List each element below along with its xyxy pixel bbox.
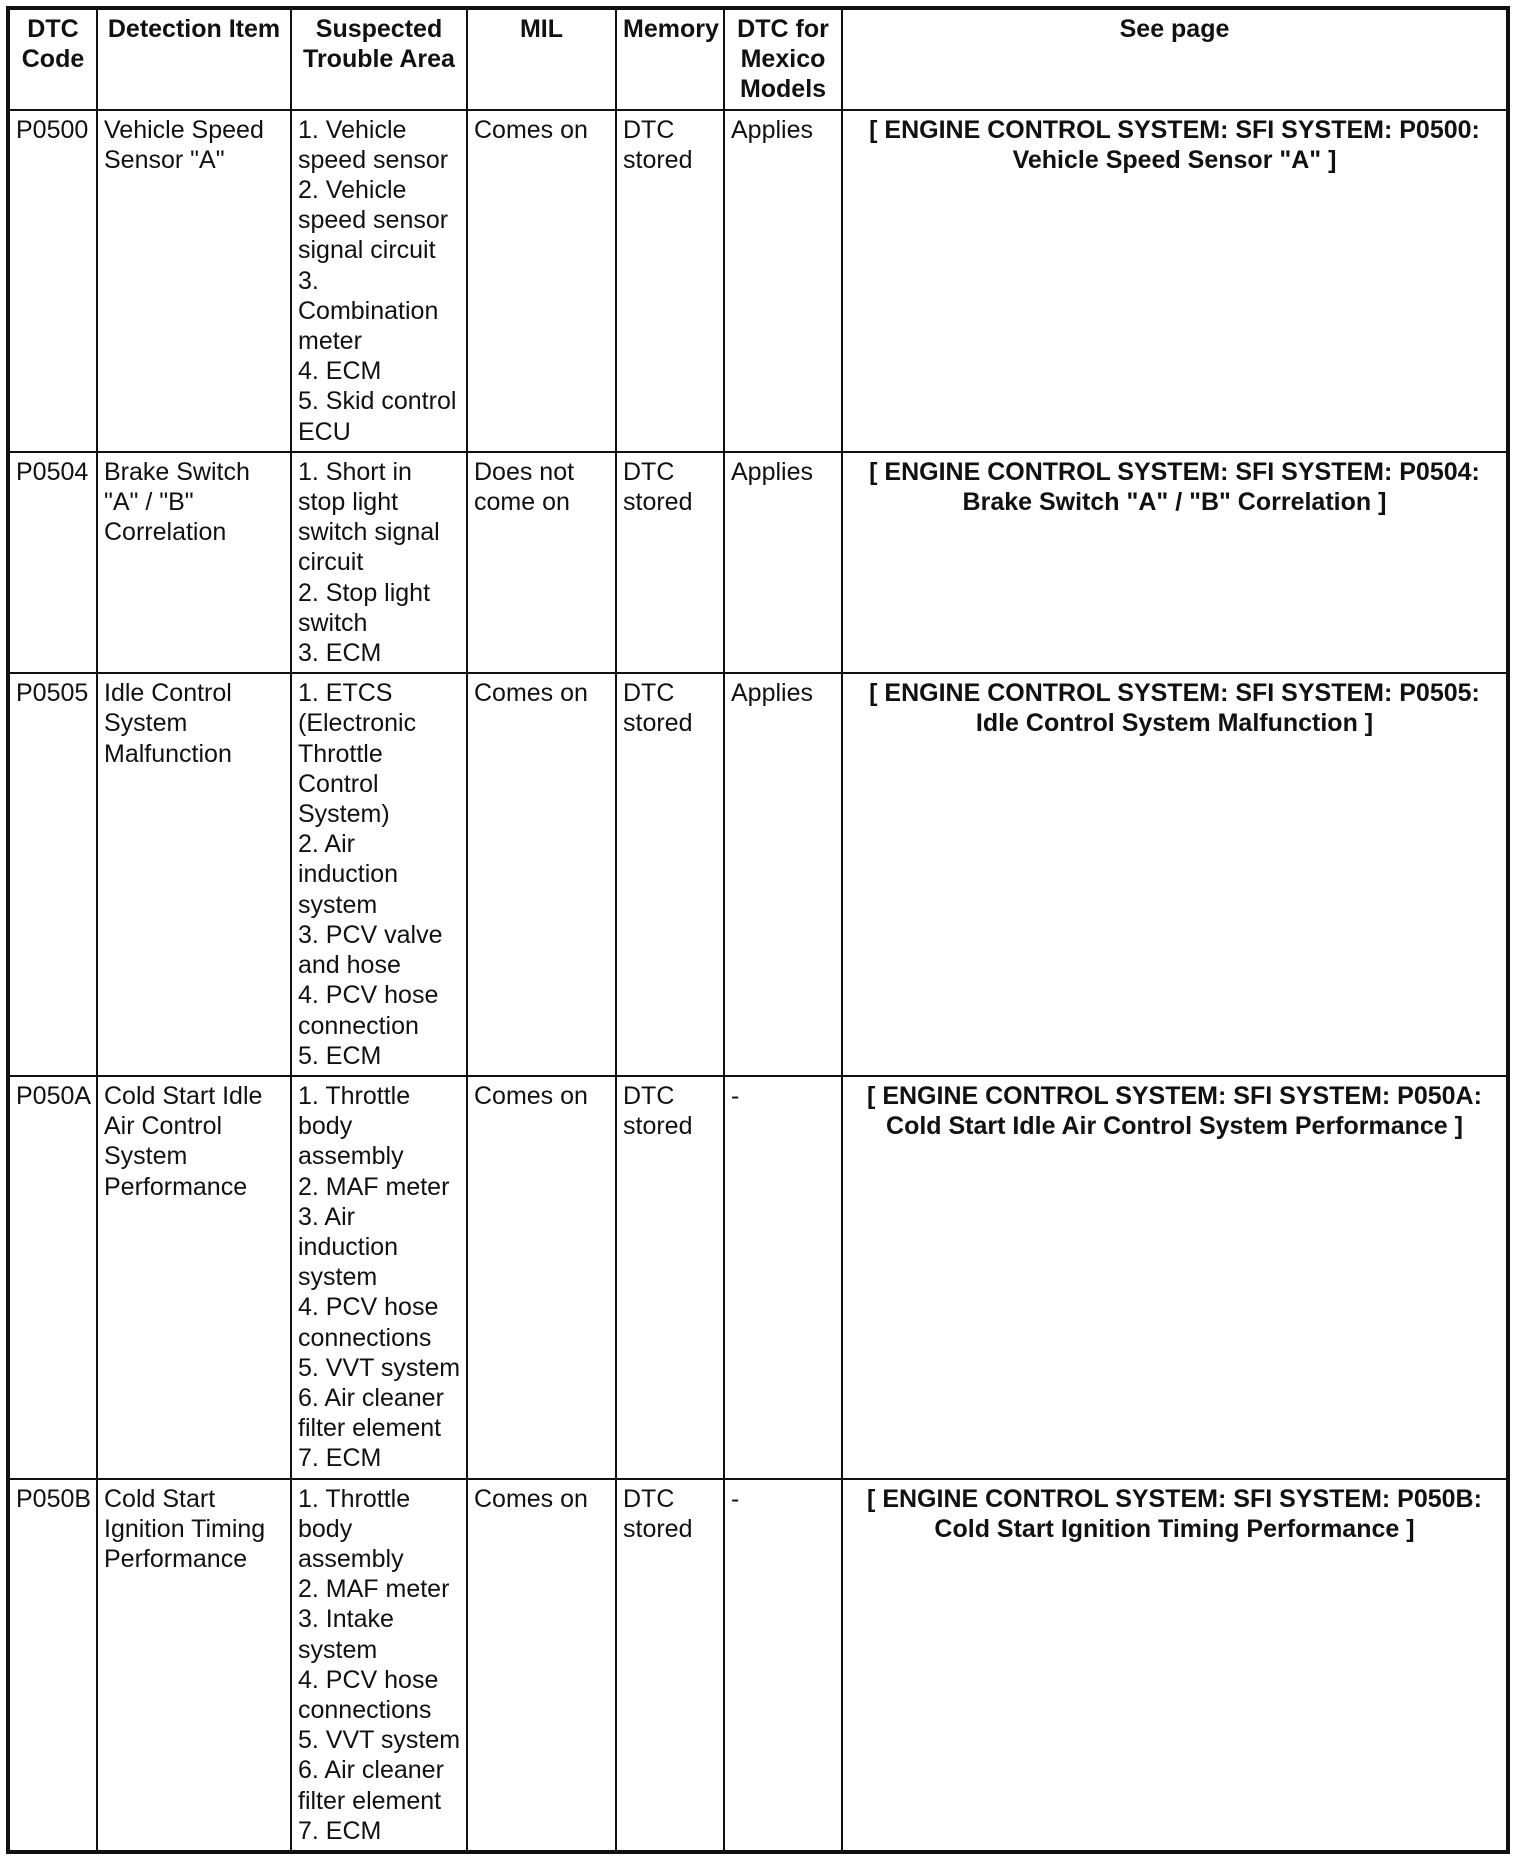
suspected-trouble-area: 1. Throttle body assembly 2. MAF meter 3. Air induction system 4. PCV hose connections 5. VVT system 6. Air cleaner filter element 7. ECM [291,1076,467,1479]
detection-item: Brake Switch "A" / "B" Correlation [97,452,291,673]
header-detection-item: Detection Item [97,8,291,110]
table-row [8,452,1508,673]
mil-status: Does not come on [467,452,616,673]
dtc-code: P0500 [8,110,97,452]
mexico-models: - [724,1479,842,1852]
mil-status: Comes on [467,1479,616,1852]
mil-status: Comes on [467,673,616,1076]
header-memory: Memory [616,8,724,110]
mexico-models: Applies [724,110,842,452]
see-page-link[interactable]: [ ENGINE CONTROL SYSTEM: SFI SYSTEM: P0504: Brake Switch "A" / "B" Correlation ] [842,452,1508,673]
header-row [8,8,1508,110]
header-mil: MIL [467,8,616,110]
table-row [8,673,1508,1076]
mexico-models: Applies [724,673,842,1076]
table-row [8,1076,1508,1479]
dtc-table [6,6,1510,1854]
dtc-code: P050A [8,1076,97,1479]
detection-item: Cold Start Idle Air Control System Performance [97,1076,291,1479]
mil-status: Comes on [467,1076,616,1479]
header-dtc-code: DTC Code [8,8,97,110]
memory-status: DTC stored [616,1479,724,1852]
header-dtc-mexico: DTC for Mexico Models [724,8,842,110]
table-body [8,110,1508,1852]
memory-status: DTC stored [616,673,724,1076]
see-page-link[interactable]: [ ENGINE CONTROL SYSTEM: SFI SYSTEM: P0505: Idle Control System Malfunction ] [842,673,1508,1076]
mil-status: Comes on [467,110,616,452]
mexico-models: - [724,1076,842,1479]
header-suspected-trouble-area: Suspected Trouble Area [291,8,467,110]
header-see-page: See page [842,8,1508,110]
dtc-code: P0504 [8,452,97,673]
suspected-trouble-area: 1. Throttle body assembly 2. MAF meter 3. Intake system 4. PCV hose connections 5. VVT system 6. Air cleaner filter element 7. ECM [291,1479,467,1852]
see-page-link[interactable]: [ ENGINE CONTROL SYSTEM: SFI SYSTEM: P0500: Vehicle Speed Sensor "A" ] [842,110,1508,452]
dtc-code: P0505 [8,673,97,1076]
memory-status: DTC stored [616,452,724,673]
see-page-link[interactable]: [ ENGINE CONTROL SYSTEM: SFI SYSTEM: P050A: Cold Start Idle Air Control System Performance ] [842,1076,1508,1479]
mexico-models: Applies [724,452,842,673]
suspected-trouble-area: 1. Vehicle speed sensor 2. Vehicle speed sensor signal circuit 3. Combination meter 4. ECM 5. Skid control ECU [291,110,467,452]
see-page-link[interactable]: [ ENGINE CONTROL SYSTEM: SFI SYSTEM: P050B: Cold Start Ignition Timing Performance ] [842,1479,1508,1852]
dtc-code: P050B [8,1479,97,1852]
detection-item: Vehicle Speed Sensor "A" [97,110,291,452]
memory-status: DTC stored [616,1076,724,1479]
table-row [8,1479,1508,1852]
suspected-trouble-area: 1. Short in stop light switch signal circuit 2. Stop light switch 3. ECM [291,452,467,673]
memory-status: DTC stored [616,110,724,452]
detection-item: Cold Start Ignition Timing Performance [97,1479,291,1852]
suspected-trouble-area: 1. ETCS (Electronic Throttle Control System) 2. Air induction system 3. PCV valve and hose 4. PCV hose connection 5. ECM [291,673,467,1076]
detection-item: Idle Control System Malfunction [97,673,291,1076]
table-row [8,110,1508,452]
